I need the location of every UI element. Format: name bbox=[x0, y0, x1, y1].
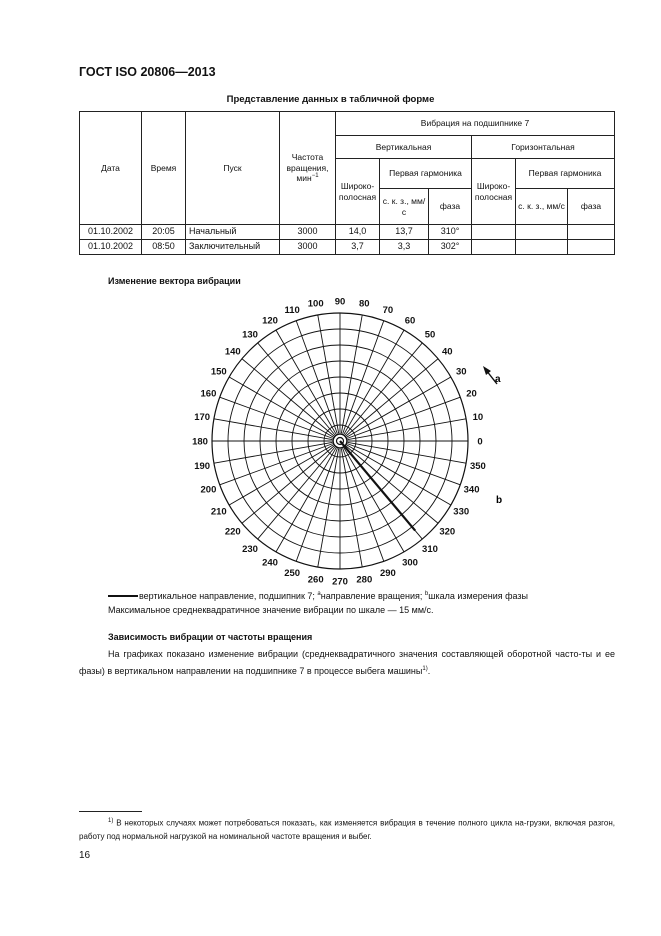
document-header: ГОСТ ISO 20806—2013 bbox=[79, 65, 216, 79]
polar-spoke bbox=[348, 444, 461, 485]
footnote-text: В некоторых случаях может потребоваться показать, как изменяется вибрация в течение полного цикла на-грузки, включая разгон, работу под нормальной нагрузкой на номинальной частоте вращения и выбег. bbox=[79, 818, 615, 841]
legend-line bbox=[108, 591, 528, 601]
header-v-broadband: Широко-полосная bbox=[336, 159, 380, 225]
table-row bbox=[80, 225, 615, 240]
polar-angle-label: 30 bbox=[455, 366, 467, 378]
polar-angle-label: 20 bbox=[466, 388, 477, 400]
polar-angle-label: 210 bbox=[210, 506, 227, 518]
polar-vibration-diagram bbox=[170, 290, 510, 590]
polar-angle-label: 220 bbox=[224, 526, 241, 538]
polar-angle-label: 140 bbox=[224, 346, 241, 358]
polar-spoke bbox=[343, 321, 384, 434]
header-horizontal: Горизонтальная bbox=[472, 136, 615, 159]
polar-angle-label: 60 bbox=[404, 315, 416, 327]
cell-h-broadband bbox=[472, 240, 516, 255]
polar-spoke bbox=[343, 449, 384, 562]
header-time: Время bbox=[142, 112, 186, 225]
cell-v-phase: 302° bbox=[429, 240, 472, 255]
polar-angle-label: 330 bbox=[453, 506, 470, 518]
polar-angle-label: 40 bbox=[441, 346, 453, 358]
polar-spoke bbox=[348, 397, 461, 438]
polar-angle-label: 260 bbox=[307, 574, 324, 586]
footnote-rule bbox=[79, 811, 142, 812]
cell-v-broadband: 3,7 bbox=[336, 240, 380, 255]
polar-angle-label: 310 bbox=[422, 543, 438, 555]
polar-angle-label: 350 bbox=[469, 460, 486, 472]
data-table bbox=[79, 111, 615, 255]
header-v-phase: фаза bbox=[429, 189, 472, 225]
polar-angle-label: 160 bbox=[200, 388, 217, 400]
cell-h-broadband bbox=[472, 225, 516, 240]
header-vibration: Вибрация на подшипнике 7 bbox=[336, 112, 615, 136]
legend-sup-b: b bbox=[424, 591, 429, 597]
cell-h-harmonic bbox=[516, 225, 568, 240]
polar-angle-label: 320 bbox=[439, 526, 456, 538]
polar-angle-label: 10 bbox=[472, 412, 484, 424]
header-start: Пуск bbox=[186, 112, 280, 225]
label-b: b bbox=[496, 495, 503, 506]
header-speed-sup: −1 bbox=[311, 173, 319, 180]
polar-angle-label: 100 bbox=[307, 298, 324, 310]
body-paragraph: На графиках показано изменение вибрации (среднеквадратичного значения составляющей оборотной часто-ты и ее фазы) в вертикальном направлении на подшипнике 7 в процессе выбега машины$^{1)}$. bbox=[79, 649, 615, 676]
legend-phase-text: шкала измерения фазы bbox=[428, 591, 529, 601]
legend-sup-a: a bbox=[317, 591, 321, 597]
cell-h-phase bbox=[568, 240, 615, 255]
polar-angle-label: 50 bbox=[424, 329, 436, 341]
polar-spoke bbox=[220, 444, 333, 485]
polar-spoke bbox=[296, 449, 337, 562]
page-number: 16 bbox=[79, 850, 91, 861]
legend-vertical-text: вертикальное направление, подшипник 7; bbox=[139, 591, 318, 601]
cell-v-harmonic: 13,7 bbox=[380, 225, 429, 240]
polar-angle-label: 150 bbox=[210, 366, 227, 378]
header-vertical: Вертикальная bbox=[336, 136, 472, 159]
table-title: Представление данных в табличной форме bbox=[226, 94, 435, 105]
scale-note: Максимальное среднеквадратичное значение вибрации по шкале — 15 мм/с. bbox=[108, 605, 434, 615]
table-row bbox=[80, 240, 615, 255]
cell-v-broadband: 14,0 bbox=[336, 225, 380, 240]
polar-angle-label: 340 bbox=[463, 484, 480, 496]
polar-angle-label: 130 bbox=[242, 329, 258, 341]
polar-angle-label: 180 bbox=[192, 436, 208, 448]
header-h-phase: фаза bbox=[568, 189, 615, 225]
polar-angle-label: 0 bbox=[477, 436, 483, 448]
cell-start: Заключительный bbox=[186, 240, 280, 255]
footnote-ref: 1) bbox=[108, 818, 114, 824]
vector-section-title: Изменение вектора вибрации bbox=[108, 276, 241, 286]
polar-angle-label: 190 bbox=[194, 460, 211, 472]
polar-angle-label: 240 bbox=[262, 557, 278, 569]
polar-angle-label: 170 bbox=[194, 412, 211, 424]
header-speed-text: Частота вращения, мин bbox=[286, 152, 329, 184]
legend-line-sample bbox=[108, 595, 138, 597]
cell-date: 01.10.2002 bbox=[80, 225, 142, 240]
footnote bbox=[79, 815, 615, 843]
header-date: Дата bbox=[80, 112, 142, 225]
polar-angle-label: 120 bbox=[262, 315, 278, 327]
polar-angle-label: 230 bbox=[242, 543, 258, 555]
polar-angle-label: 70 bbox=[382, 304, 394, 316]
polar-spoke bbox=[220, 397, 333, 438]
polar-angle-label: 270 bbox=[332, 576, 348, 588]
cell-v-harmonic: 3,3 bbox=[380, 240, 429, 255]
header-h-harmonic: Первая гармоника bbox=[516, 159, 615, 189]
polar-spoke bbox=[296, 321, 337, 434]
polar-angle-label: 200 bbox=[200, 484, 217, 496]
cell-start: Начальный bbox=[186, 225, 280, 240]
polar-angle-label: 90 bbox=[334, 296, 346, 308]
polar-angle-label: 290 bbox=[379, 568, 396, 580]
cell-h-harmonic bbox=[516, 240, 568, 255]
header-speed bbox=[280, 112, 336, 225]
polar-angle-label: 80 bbox=[359, 298, 370, 310]
header-v-harmonic: Первая гармоника bbox=[380, 159, 472, 189]
header-h-broadband: Широко-полосная bbox=[472, 159, 516, 225]
polar-angle-label: 110 bbox=[284, 304, 300, 316]
polar-angle-label: 280 bbox=[356, 574, 373, 586]
cell-speed: 3000 bbox=[280, 240, 336, 255]
label-a: a bbox=[495, 374, 501, 385]
legend-rotation-text: направление вращения; bbox=[320, 591, 425, 601]
polar-angle-label: 300 bbox=[402, 557, 418, 569]
header-v-h1-unit: с. к. з., мм/с bbox=[380, 189, 429, 225]
cell-speed: 3000 bbox=[280, 225, 336, 240]
cell-h-phase bbox=[568, 225, 615, 240]
cell-time: 20:05 bbox=[142, 225, 186, 240]
cell-v-phase: 310° bbox=[429, 225, 472, 240]
frequency-section-title: Зависимость вибрации от частоты вращения bbox=[108, 632, 313, 642]
cell-date: 01.10.2002 bbox=[80, 240, 142, 255]
cell-time: 08:50 bbox=[142, 240, 186, 255]
paragraph-footnote-ref: 1) bbox=[422, 666, 428, 672]
paragraph-text: На графиках показано изменение вибрации (среднеквадратичного значения составляющей оборотной часто-ты и ее фазы) в вертикальном направлении на подшипнике 7 в процессе выбега машины bbox=[79, 649, 615, 676]
header-h-h1-unit: с. к. з., мм/с bbox=[516, 189, 568, 225]
polar-angle-label: 250 bbox=[284, 568, 301, 580]
